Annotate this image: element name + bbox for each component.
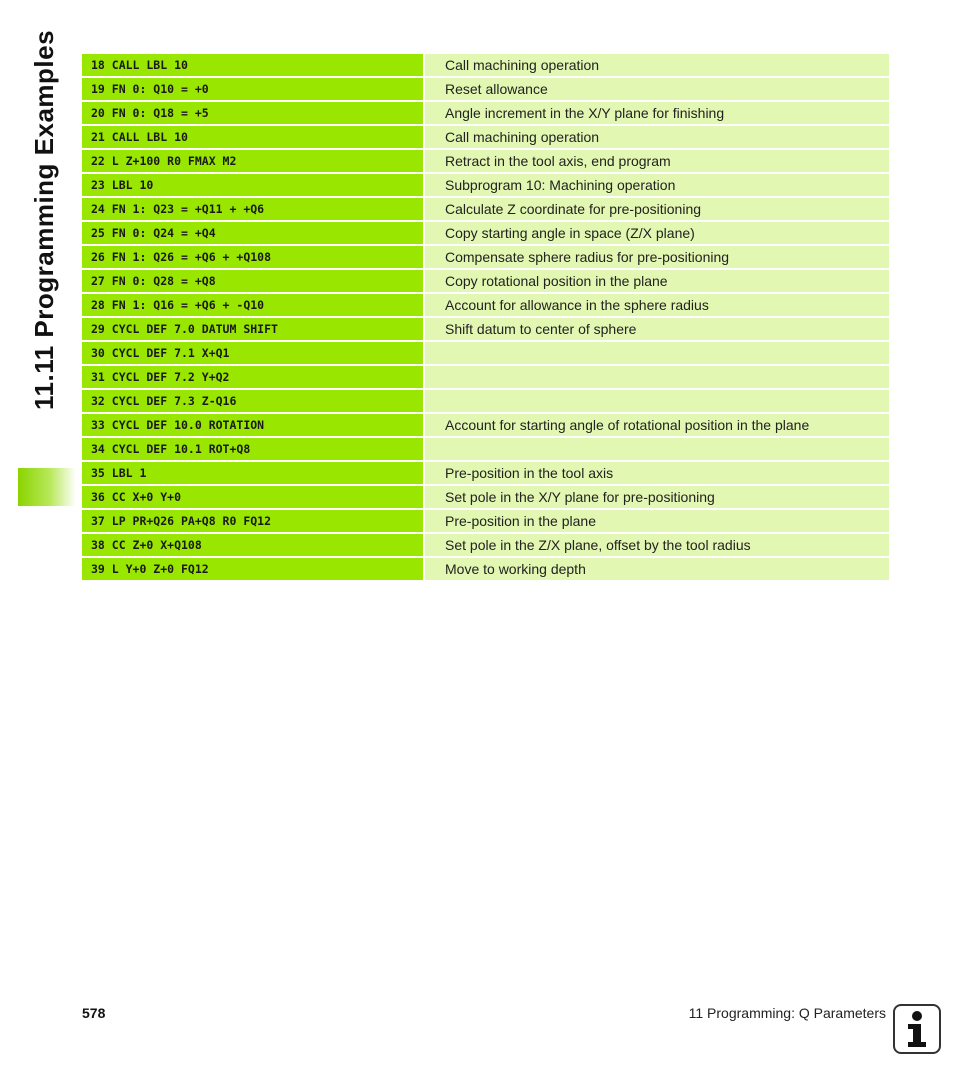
table-row (82, 222, 889, 244)
table-row (82, 438, 889, 460)
nc-code-cell: 19 FN 0: Q10 = +0 (82, 78, 423, 100)
description-cell: Pre-position in the plane (425, 510, 889, 532)
description-cell: Shift datum to center of sphere (425, 318, 889, 340)
nc-program-table (82, 54, 889, 582)
chapter-tab-marker (18, 468, 76, 506)
description-cell: Compensate sphere radius for pre-positioning (425, 246, 889, 268)
nc-code-cell: 22 L Z+100 R0 FMAX M2 (82, 150, 423, 172)
table-row (82, 366, 889, 388)
nc-code-cell: 37 LP PR+Q26 PA+Q8 R0 FQ12 (82, 510, 423, 532)
table-row (82, 246, 889, 268)
table-row (82, 462, 889, 484)
table-row (82, 198, 889, 220)
description-cell: Set pole in the X/Y plane for pre-positioning (425, 486, 889, 508)
table-row (82, 270, 889, 292)
description-cell: Calculate Z coordinate for pre-positioning (425, 198, 889, 220)
chapter-section-title: 11.11 Programming Examples (29, 29, 59, 410)
description-cell: Retract in the tool axis, end program (425, 150, 889, 172)
description-cell (425, 390, 889, 412)
nc-code-cell: 33 CYCL DEF 10.0 ROTATION (82, 414, 423, 436)
chapter-label: 11 Programming: Q Parameters (688, 1005, 886, 1021)
nc-code-cell: 28 FN 1: Q16 = +Q6 + -Q10 (82, 294, 423, 316)
table-row (82, 150, 889, 172)
nc-code-cell: 23 LBL 10 (82, 174, 423, 196)
nc-code-cell: 26 FN 1: Q26 = +Q6 + +Q108 (82, 246, 423, 268)
nc-code-cell: 36 CC X+0 Y+0 (82, 486, 423, 508)
description-cell: Pre-position in the tool axis (425, 462, 889, 484)
nc-code-cell: 20 FN 0: Q18 = +5 (82, 102, 423, 124)
table-row (82, 342, 889, 364)
nc-code-cell: 32 CYCL DEF 7.3 Z-Q16 (82, 390, 423, 412)
description-cell: Set pole in the Z/X plane, offset by the tool radius (425, 534, 889, 556)
nc-code-cell: 29 CYCL DEF 7.0 DATUM SHIFT (82, 318, 423, 340)
description-cell: Move to working depth (425, 558, 889, 580)
nc-code-cell: 35 LBL 1 (82, 462, 423, 484)
table-row (82, 414, 889, 436)
table-row (82, 102, 889, 124)
description-cell: Reset allowance (425, 78, 889, 100)
table-row (82, 534, 889, 556)
nc-code-cell: 18 CALL LBL 10 (82, 54, 423, 76)
description-cell: Call machining operation (425, 54, 889, 76)
nc-code-cell: 21 CALL LBL 10 (82, 126, 423, 148)
table-row (82, 510, 889, 532)
nc-code-cell: 38 CC Z+0 X+Q108 (82, 534, 423, 556)
info-icon (893, 1004, 941, 1054)
nc-code-cell: 34 CYCL DEF 10.1 ROT+Q8 (82, 438, 423, 460)
description-cell: Account for starting angle of rotational position in the plane (425, 414, 889, 436)
table-row (82, 294, 889, 316)
table-row (82, 126, 889, 148)
nc-code-cell: 31 CYCL DEF 7.2 Y+Q2 (82, 366, 423, 388)
table-row (82, 486, 889, 508)
nc-code-cell: 25 FN 0: Q24 = +Q4 (82, 222, 423, 244)
description-cell: Account for allowance in the sphere radius (425, 294, 889, 316)
nc-code-cell: 24 FN 1: Q23 = +Q11 + +Q6 (82, 198, 423, 220)
table-row (82, 390, 889, 412)
description-cell: Angle increment in the X/Y plane for finishing (425, 102, 889, 124)
description-cell: Copy rotational position in the plane (425, 270, 889, 292)
nc-code-cell: 39 L Y+0 Z+0 FQ12 (82, 558, 423, 580)
table-row (82, 558, 889, 580)
description-cell: Call machining operation (425, 126, 889, 148)
description-cell (425, 342, 889, 364)
description-cell: Copy starting angle in space (Z/X plane) (425, 222, 889, 244)
nc-code-cell: 30 CYCL DEF 7.1 X+Q1 (82, 342, 423, 364)
table-row (82, 318, 889, 340)
description-cell (425, 366, 889, 388)
nc-code-cell: 27 FN 0: Q28 = +Q8 (82, 270, 423, 292)
description-cell: Subprogram 10: Machining operation (425, 174, 889, 196)
table-row (82, 174, 889, 196)
description-cell (425, 438, 889, 460)
table-row (82, 54, 889, 76)
table-row (82, 78, 889, 100)
page-number: 578 (82, 1005, 106, 1021)
